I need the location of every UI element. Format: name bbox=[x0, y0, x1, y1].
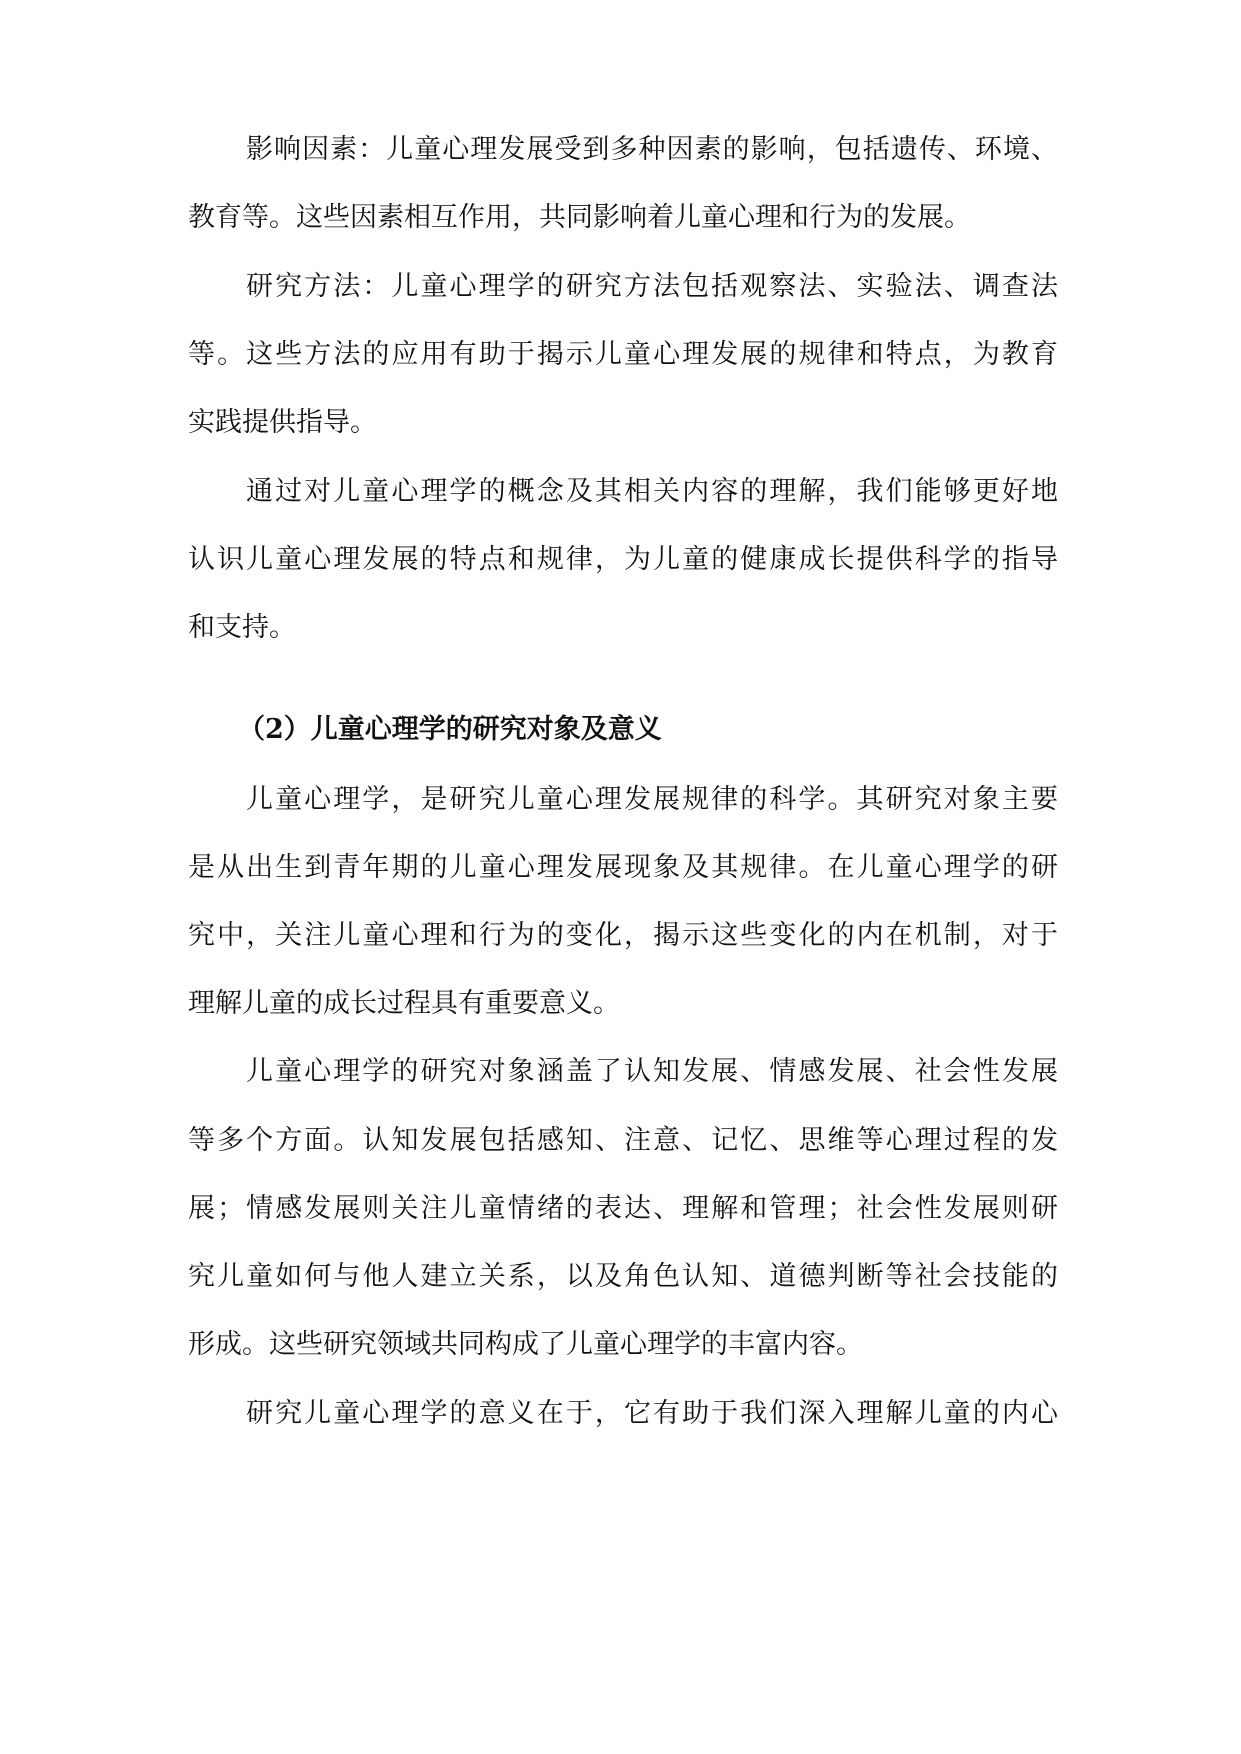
section-heading: （2）儿童心理学的研究对象及意义 bbox=[238, 714, 662, 745]
paragraph-line: 通过对儿童心理学的概念及其相关内容的理解，我们能够更好地 bbox=[246, 476, 1058, 507]
paragraph-line: 是从出生到青年期的儿童心理发展现象及其规律。在儿童心理学的研 bbox=[188, 852, 1058, 883]
paragraph-line: 究中，关注儿童心理和行为的变化，揭示这些变化的内在机制，对于 bbox=[188, 920, 1058, 951]
paragraph-line: 究儿童如何与他人建立关系，以及角色认知、道德判断等社会技能的 bbox=[188, 1261, 1058, 1292]
paragraph-line: 和支持。 bbox=[188, 612, 296, 643]
paragraph-line: 等多个方面。认知发展包括感知、注意、记忆、思维等心理过程的发 bbox=[188, 1125, 1058, 1156]
paragraph-line: 儿童心理学，是研究儿童心理发展规律的科学。其研究对象主要 bbox=[246, 784, 1058, 815]
paragraph-line: 形成。这些研究领域共同构成了儿童心理学的丰富内容。 bbox=[188, 1329, 863, 1360]
paragraph-line: 教育等。这些因素相互作用，共同影响着儿童心理和行为的发展。 bbox=[188, 202, 971, 233]
paragraph-line: 研究儿童心理学的意义在于，它有助于我们深入理解儿童的内心 bbox=[246, 1398, 1058, 1429]
paragraph-line: 展；情感发展则关注儿童情绪的表达、理解和管理；社会性发展则研 bbox=[188, 1193, 1058, 1224]
paragraph-line: 影响因素：儿童心理发展受到多种因素的影响，包括遗传、环境、 bbox=[246, 134, 1058, 165]
paragraph-line: 儿童心理学的研究对象涵盖了认知发展、情感发展、社会性发展 bbox=[246, 1056, 1058, 1087]
paragraph-line: 认识儿童心理发展的特点和规律，为儿童的健康成长提供科学的指导 bbox=[188, 544, 1058, 575]
paragraph-line: 理解儿童的成长过程具有重要意义。 bbox=[188, 988, 620, 1019]
paragraph-line: 研究方法：儿童心理学的研究方法包括观察法、实验法、调查法 bbox=[246, 271, 1058, 302]
paragraph-line: 实践提供指导。 bbox=[188, 407, 377, 438]
paragraph-line: 等。这些方法的应用有助于揭示儿童心理发展的规律和特点，为教育 bbox=[188, 339, 1058, 370]
